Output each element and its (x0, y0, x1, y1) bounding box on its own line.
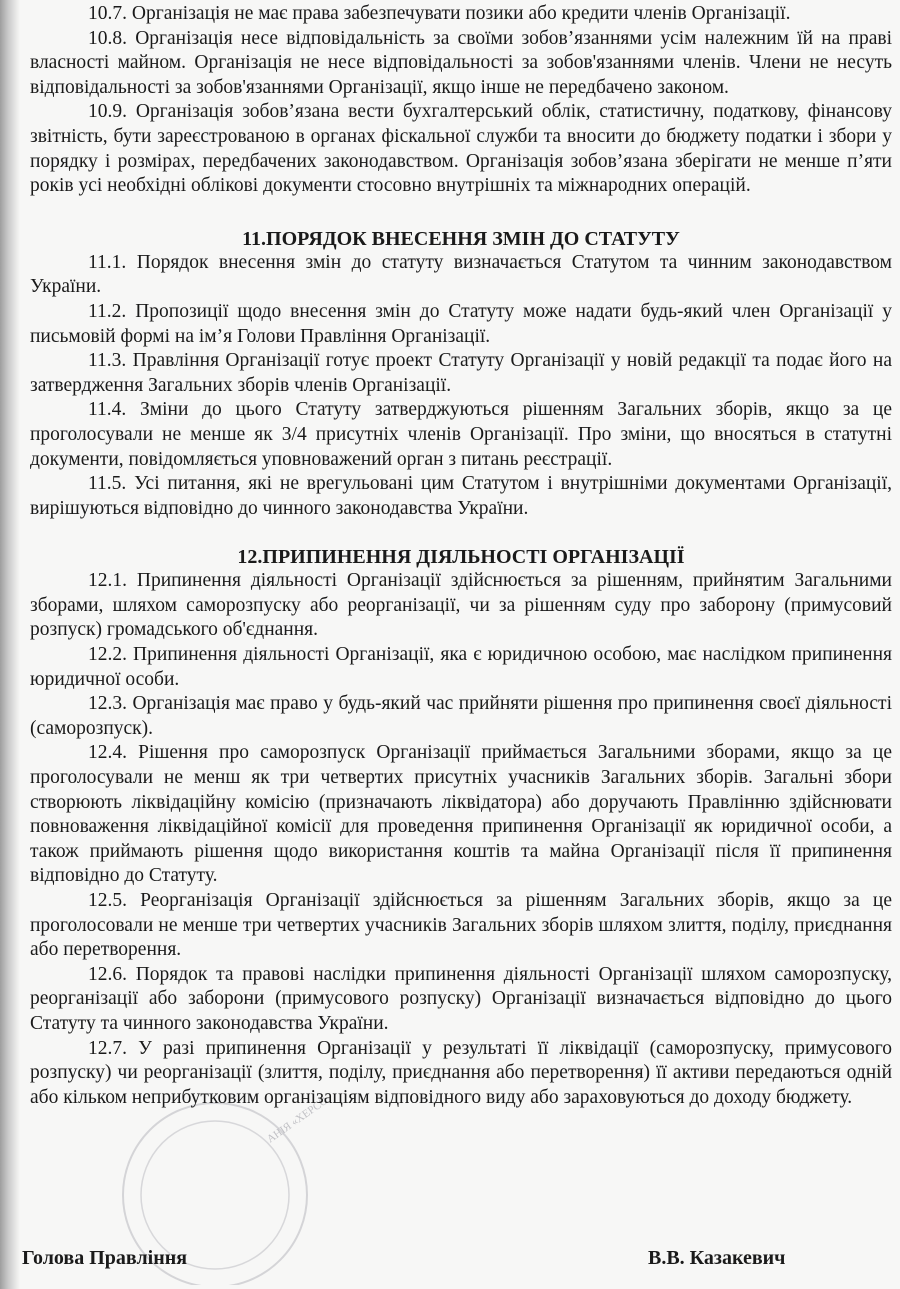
paragraph-12-2: 12.2. Припинення діяльності Організації, яка є юридичною особою, має наслідком припинення юридичної особи. (30, 644, 892, 690)
paragraph-12-7: 12.7. У разі припинення Організації у результаті її ліквідації (саморозпуску, примусового розпуску) чи реорганізації (злиття, поділу, приєднання або перетворення) її активи передаються одній або кільком неприбутковим організаціям відповідного виду або зараховуються до доходу бюджету. (30, 1037, 892, 1108)
paragraph-12-1: 12.1. Припинення діяльності Організації здійснюється за рішенням, прийнятим Загальними зборами, шляхом саморозпуску або реорганізації, чи за рішенням суду про заборону (примусовий розпуск) громадського об'єднання. (30, 570, 892, 641)
stamp-text: АНІЯ «ХЕРСО (264, 1094, 331, 1146)
paragraph-12-4: 12.4. Рішення про саморозпуск Організації приймається Загальними зборами, якщо за це проголосували не менш як три четвертих присутніх учасників Загальних зборів. Загальні збори створюють ліквідаційну комісію (призначають ліквідатора) або доручають Правлінню здійснювати повноваження ліквідаційної комісії для проведення припинення Організації як юридичної особи, а також приймають рішення щодо використання коштів та майна Організації після її припинення відповідно до Статуту. (30, 742, 892, 887)
paragraph-11-2: 11.2. Пропозиції щодо внесення змін до Статуту може надати будь-який член Організації у письмовій формі на ім’я Голови Правління Організації. (30, 300, 892, 347)
paragraph-11-1: 11.1. Порядок внесення змін до статуту визначається Статутом та чинним законодавством України. (30, 251, 892, 298)
paragraph-12-5: 12.5. Реорганізація Організації здійснюється за рішенням Загальних зборів, якщо за це проголосовали не менше три четвертих учасників Загальних зборів шляхом злиття, поділу, приєднання або перетворення. (30, 890, 892, 961)
paragraph-12-3: 12.3. Організація має право у будь-який час прийняти рішення про припинення своєї діяльності (саморозпуск). (30, 693, 892, 739)
paragraph-11-3: 11.3. Правління Організації готує проект Статуту Організації у новій редакції та подає його на затвердження Загальних зборів членів Організації. (30, 350, 892, 396)
paragraph-10-7: 10.7. Організація не має права забезпечувати позики або кредити членів Організації. (88, 3, 791, 24)
scan-edge-shadow (0, 0, 20, 1289)
paragraph-12-6: 12.6. Порядок та правові наслідки припинення діяльності Організації шляхом саморозпуску, реорганізації або заборони (примусового розпуску) Організації визначається відповідно до цього Статуту та чинного законодавства України. (30, 963, 892, 1034)
paragraph-10-8: 10.8. Організація несе відповідальність за своїми зобов’язаннями усім належним їй на праві власності майном. Організація не несе відповідальності за зобов'язаннями членів. Члени не несуть відповідальності за зобов'язаннями Організації, якщо інше не передбачено законом. (30, 27, 892, 98)
paragraph-11-4: 11.4. Зміни до цього Статуту затверджуються рішенням Загальних зборів, якщо за це проголосували не менше як 3/4 присутніх членів Організації. Про зміни, що вносяться в статутні документи, повідомляється уповноважений орган з питань реєстрації. (30, 399, 892, 470)
signature-role: Голова Правління (22, 1247, 188, 1269)
paragraph-11-5: 11.5. Усі питання, які не врегульовані цим Статутом і внутрішніми документами Організації, вирішуються відповідно до чинного законодавства України. (30, 473, 892, 519)
section-11-title: 11.ПОРЯДОК ВНЕСЕННЯ ЗМІН ДО СТАТУТУ (242, 227, 680, 250)
section-12-title: 12.ПРИПИНЕННЯ ДІЯЛЬНОСТІ ОРГАНІЗАЦІЇ (237, 546, 685, 569)
signature-name: В.В. Казакевич (648, 1247, 786, 1269)
paragraph-10-9: 10.9. Організація зобов’язана вести бухгалтерський облік, статистичну, податкову, фінансову звітність, бути зареєстрованою в органах фіскальної служби та вносити до бюджету податки і збори у порядку і розмірах, передбачених законодавством. Організація зобов’язана зберігати не менше п’яти років усі необхідні облікові документи стосовно внутрішніх та міжнародних операцій. (30, 101, 892, 197)
document-body (30, 2, 892, 1110)
